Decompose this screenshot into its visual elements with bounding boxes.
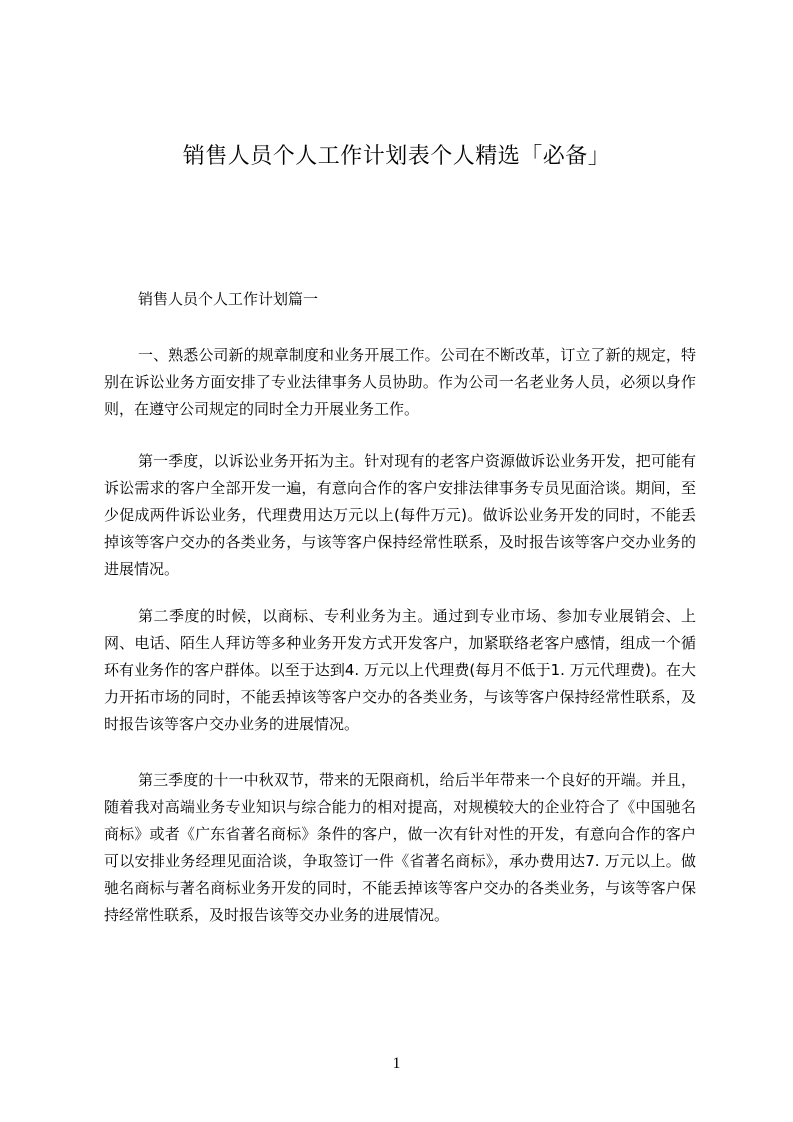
paragraph-q1-plan: 第一季度，以诉讼业务开拓为主。针对现有的老客户资源做诉讼业务开发，把可能有诉讼需求的客户全部开发一遍，有意向合作的客户安排法律事务专员见面洽谈。期间，至少促成两件诉讼业务，代理费用达万元以上(每件万元)。做诉讼业务开发的同时，不能丢掉该等客户交办的各类业务，与该等客户保持经常性联系，及时报告该等客户交办业务的进展情况。 [104, 452, 696, 578]
paragraph-rules-intro: 一、熟悉公司新的规章制度和业务开展工作。公司在不断改革，订立了新的规定，特别在诉讼业务方面安排了专业法律事务人员协助。作为公司一名老业务人员，必须以身作则，在遵守公司规定的同时全力开展业务工作。 [104, 346, 696, 418]
paragraph-q3-plan: 第三季度的十一中秋双节，带来的无限商机，给后半年带来一个良好的开端。并且，随着我对高端业务专业知识与综合能力的相对提高，对规模较大的企业符合了《中国驰名商标》或者《广东省著名商标》条件的客户，做一次有针对性的开发，有意向合作的客户可以安排业务经理见面洽谈，争取签订一件《省著名商标》，承办费用达7. 万元以上。做驰名商标与著名商标业务开发的同时，不能丢掉该等客户交办的各类业务，与该等客户保持经常性联系，及时报告该等交办业务的进展情况。 [104, 771, 696, 924]
section-heading: 销售人员个人工作计划篇一 [138, 290, 319, 308]
page-number: 1 [392, 1055, 401, 1072]
document-title: 销售人员个人工作计划表个人精选「必备」 [182, 144, 611, 169]
paragraph-q2-plan: 第二季度的时候，以商标、专利业务为主。通过到专业市场、参加专业展销会、上网、电话、陌生人拜访等多种业务开发方式开发客户，加紧联络老客户感情，组成一个循环有业务作的客户群体。以至于达到4. 万元以上代理费(每月不低于1. 万元代理费)。在大力开拓市场的同时，不能丢掉该等客户交办的各类业务，与该等客户保持经常性联系，及时报告该等客户交办业务的进展情况。 [104, 607, 696, 733]
